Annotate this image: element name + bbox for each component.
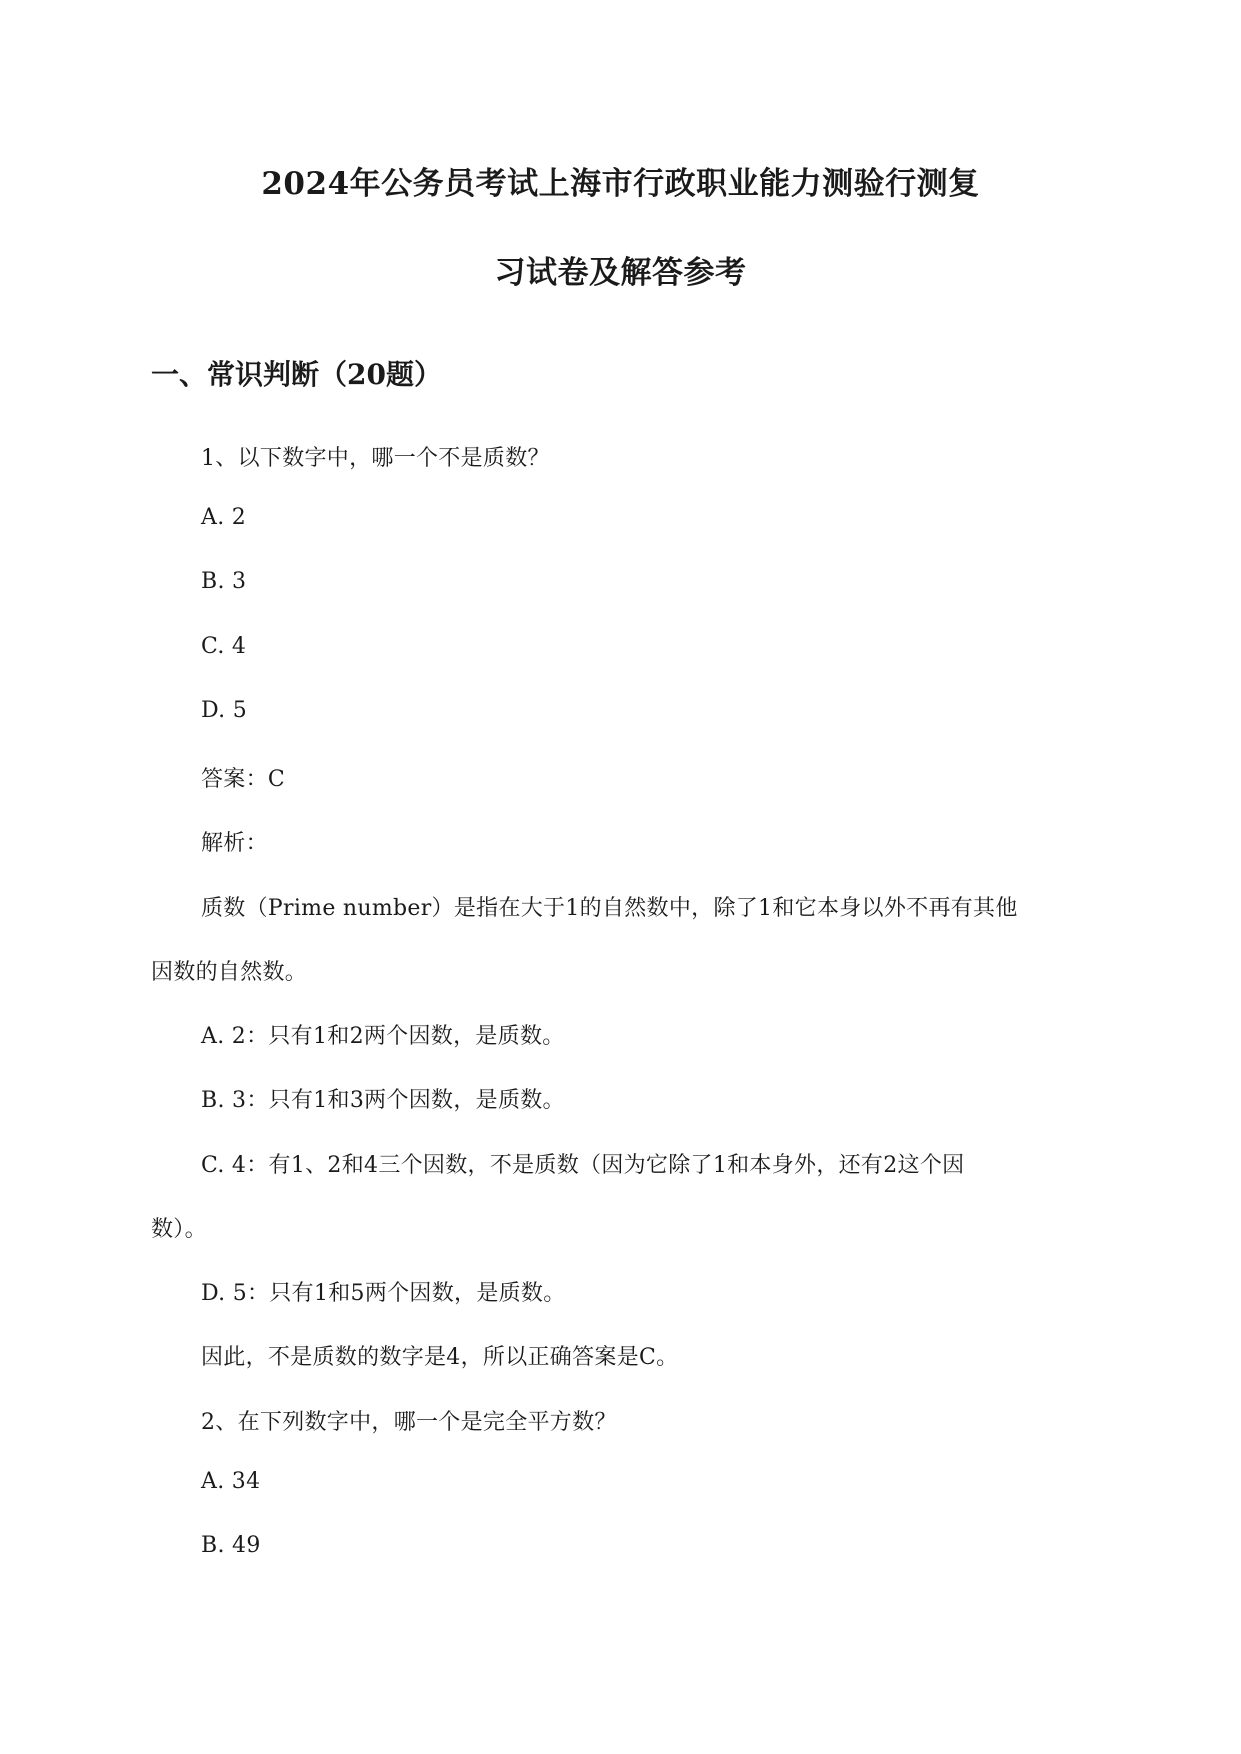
- question-1-explain-c-line-2: 数）。: [151, 1217, 207, 1242]
- question-1-option-d: D. 5: [201, 698, 248, 723]
- question-1-explain-c-line-1: C. 4：有1、2和4三个因数，不是质数（因为它除了1和本身外，还有2这个因: [201, 1153, 965, 1178]
- section-heading: 一、常识判断（20题）: [151, 358, 442, 391]
- question-1-option-b: B. 3: [201, 569, 247, 594]
- question-1-option-a: A. 2: [201, 505, 247, 530]
- question-2-option-b: B. 49: [201, 1533, 261, 1558]
- question-1-conclusion: 因此，不是质数的数字是4，所以正确答案是C。: [201, 1345, 679, 1370]
- document-title-line-1: 2024年公务员考试上海市行政职业能力测验行测复: [261, 166, 980, 202]
- question-1-definition-line-2: 因数的自然数。: [151, 960, 308, 985]
- question-2-text: 2、在下列数字中，哪一个是完全平方数？: [201, 1410, 617, 1435]
- question-1-option-c: C. 4: [201, 634, 247, 659]
- question-1-explain-a: A. 2：只有1和2两个因数，是质数。: [201, 1024, 565, 1049]
- question-1-explain-b: B. 3：只有1和3两个因数，是质数。: [201, 1088, 565, 1113]
- question-1-text: 1、以下数字中，哪一个不是质数？: [201, 446, 550, 471]
- question-1-analysis-label: 解析：: [201, 831, 268, 856]
- question-2-option-a: A. 34: [201, 1469, 261, 1494]
- question-1-explain-d: D. 5：只有1和5两个因数，是质数。: [201, 1281, 566, 1306]
- question-1-definition-line-1: 质数（Prime number）是指在大于1的自然数中，除了1和它本身以外不再有其他: [201, 896, 1018, 921]
- document-title-line-2: 习试卷及解答参考: [494, 255, 747, 291]
- question-1-answer: 答案：C: [201, 767, 286, 792]
